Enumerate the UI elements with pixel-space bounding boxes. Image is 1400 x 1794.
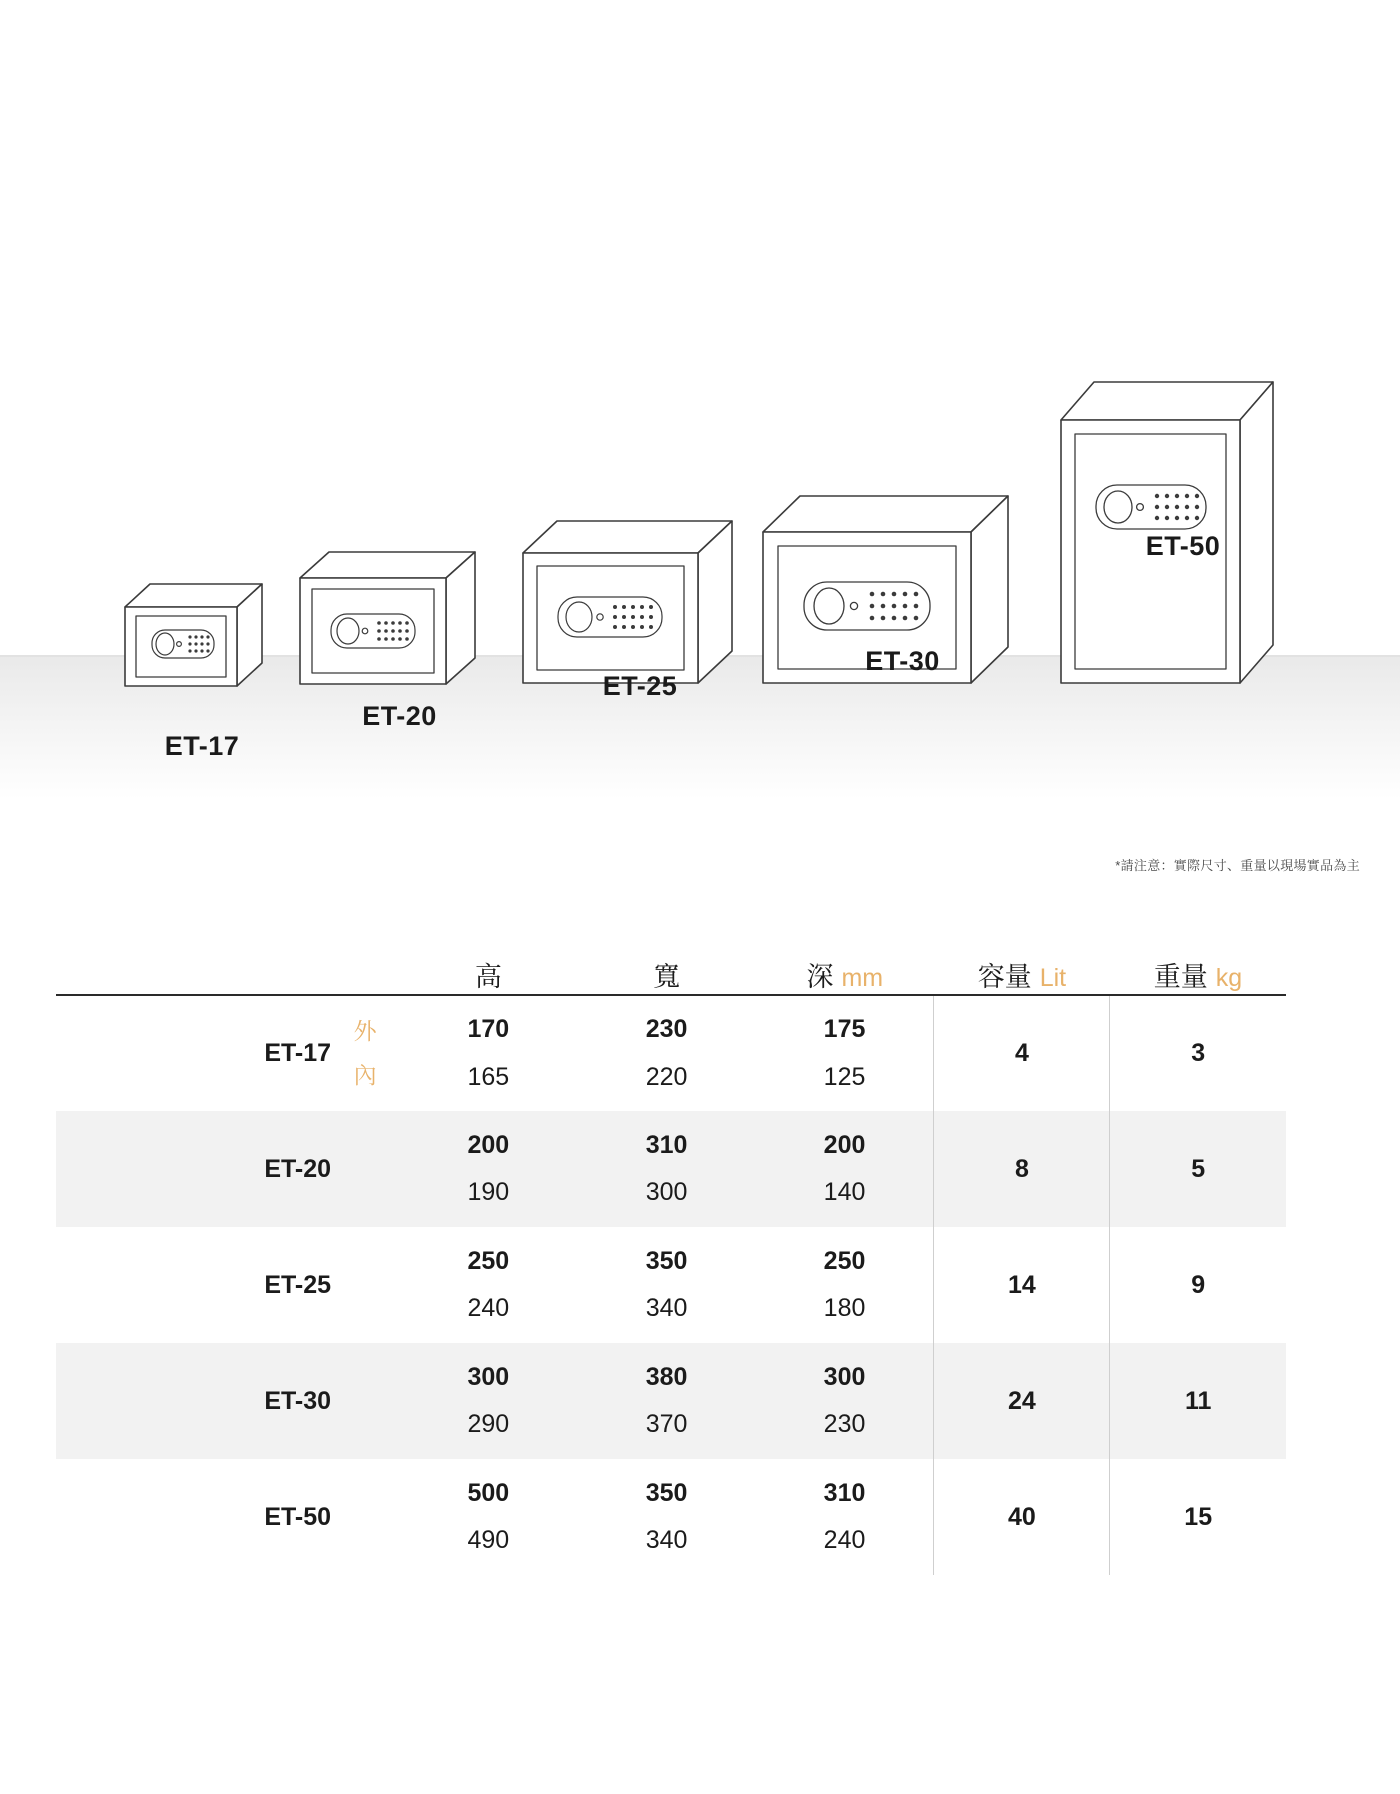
row-capacity-et-17: 4 xyxy=(934,995,1110,1111)
safe-figure-et-25 xyxy=(520,515,760,701)
inner-label: 內 xyxy=(353,1061,377,1088)
header-width xyxy=(577,955,755,994)
width-outer: 230 xyxy=(645,1015,688,1043)
height-inner: 290 xyxy=(467,1410,510,1438)
row-height-et-20 xyxy=(399,1111,577,1227)
table-row xyxy=(56,1111,1286,1227)
height-inner: 490 xyxy=(467,1526,510,1554)
depth-outer: 310 xyxy=(823,1478,866,1507)
header-weight xyxy=(1110,955,1286,994)
safe-label-et-20: ET-20 xyxy=(362,701,437,731)
height-outer: 300 xyxy=(467,1362,510,1391)
safe-label-et-30: ET-30 xyxy=(865,646,940,676)
safe-art-et-25 xyxy=(520,515,760,695)
row-weight-et-17: 3 xyxy=(1110,995,1286,1111)
row-model-et-30: ET-30 xyxy=(56,1343,331,1459)
row-width-et-25 xyxy=(577,1227,755,1343)
header-capacity-label: 容量 xyxy=(977,962,1032,992)
row-depth-et-25 xyxy=(756,1227,934,1343)
header-model-blank xyxy=(56,955,331,994)
header-depth-label: 深 xyxy=(806,962,834,992)
header-capacity xyxy=(934,955,1110,994)
row-model-et-25: ET-25 xyxy=(264,1270,332,1299)
header-weight-unit: kg xyxy=(1215,964,1243,992)
header-width-label: 寬 xyxy=(653,962,681,992)
height-inner: 165 xyxy=(467,1062,510,1091)
depth-inner: 125 xyxy=(823,1062,866,1091)
table-row xyxy=(56,1227,1286,1343)
depth-inner: 180 xyxy=(823,1294,866,1322)
table-row xyxy=(56,995,1286,1111)
row-depth-et-20 xyxy=(756,1111,934,1227)
row-weight-et-30: 11 xyxy=(1110,1343,1286,1459)
row-capacity-et-50: 40 xyxy=(934,1459,1110,1575)
height-outer: 250 xyxy=(467,1246,510,1275)
width-inner: 370 xyxy=(645,1410,688,1438)
safe-figure-et-17 xyxy=(122,575,282,761)
safe-label-et-25: ET-25 xyxy=(602,671,678,701)
header-weight-label: 重量 xyxy=(1153,962,1208,992)
row-io-labels-et-25 xyxy=(331,1227,399,1343)
row-width-et-50 xyxy=(577,1459,755,1575)
width-outer: 350 xyxy=(645,1478,688,1507)
row-height-et-50 xyxy=(399,1459,577,1575)
product-lineup-illustration xyxy=(0,0,1400,830)
safe-figure-et-50 xyxy=(1058,375,1308,695)
depth-inner: 140 xyxy=(823,1178,866,1206)
width-inner: 340 xyxy=(645,1294,688,1322)
row-model-et-17: ET-17 xyxy=(264,1039,332,1067)
row-height-et-30 xyxy=(399,1343,577,1459)
specification-table xyxy=(56,955,1346,1575)
width-inner: 220 xyxy=(645,1062,688,1091)
header-depth xyxy=(756,955,934,994)
row-model-et-50: ET-50 xyxy=(264,1502,332,1531)
row-capacity-et-25: 14 xyxy=(934,1227,1110,1343)
height-outer: 200 xyxy=(467,1130,510,1159)
row-io-labels-et-30 xyxy=(331,1343,399,1459)
row-capacity-et-30: 24 xyxy=(934,1343,1110,1459)
row-capacity-et-20: 8 xyxy=(934,1111,1110,1227)
height-inner: 190 xyxy=(467,1178,510,1206)
depth-inner: 240 xyxy=(823,1526,866,1554)
header-height-label: 高 xyxy=(474,962,502,992)
width-outer: 380 xyxy=(645,1362,688,1391)
row-width-et-30 xyxy=(577,1343,755,1459)
safe-art-et-17 xyxy=(122,575,282,695)
row-width-et-17 xyxy=(577,995,755,1111)
row-io-labels-et-17 xyxy=(331,995,399,1111)
depth-outer: 200 xyxy=(823,1130,866,1159)
safe-figure-et-30 xyxy=(760,490,1045,695)
row-io-labels-et-50 xyxy=(331,1459,399,1575)
row-height-et-25 xyxy=(399,1227,577,1343)
header-depth-unit: mm xyxy=(841,964,884,992)
height-outer: 500 xyxy=(467,1478,510,1507)
table-row xyxy=(56,1343,1286,1459)
row-weight-et-20: 5 xyxy=(1110,1111,1286,1227)
width-outer: 350 xyxy=(645,1246,688,1275)
row-width-et-20 xyxy=(577,1111,755,1227)
safe-figure-et-20 xyxy=(297,545,502,731)
depth-inner: 230 xyxy=(823,1410,866,1438)
width-inner: 300 xyxy=(645,1178,688,1206)
safe-label-et-50: ET-50 xyxy=(1145,531,1221,561)
row-depth-et-50 xyxy=(756,1459,934,1575)
depth-outer: 300 xyxy=(823,1362,866,1391)
table-header-row xyxy=(56,955,1286,994)
safe-label-et-17: ET-17 xyxy=(164,731,240,761)
row-weight-et-25: 9 xyxy=(1110,1227,1286,1343)
row-depth-et-17 xyxy=(756,995,934,1111)
header-io-blank xyxy=(331,955,399,994)
safe-art-et-20 xyxy=(297,545,502,695)
row-depth-et-30 xyxy=(756,1343,934,1459)
height-inner: 240 xyxy=(467,1294,510,1322)
safe-figures xyxy=(0,0,1400,830)
row-height-et-17 xyxy=(399,995,577,1111)
width-inner: 340 xyxy=(645,1526,688,1554)
header-height xyxy=(399,955,577,994)
width-outer: 310 xyxy=(645,1130,688,1159)
outer-label: 外 xyxy=(353,1017,377,1044)
row-io-labels-et-20 xyxy=(331,1111,399,1227)
height-outer: 170 xyxy=(467,1015,510,1043)
row-model-et-20: ET-20 xyxy=(56,1111,331,1227)
disclaimer-note: *請注意：實際尺寸、重量以現場實品為主 xyxy=(1115,858,1360,873)
table-row xyxy=(56,1459,1286,1575)
header-capacity-unit: Lit xyxy=(1039,964,1067,992)
depth-outer: 250 xyxy=(823,1246,866,1275)
depth-outer: 175 xyxy=(823,1015,866,1043)
row-weight-et-50: 15 xyxy=(1110,1459,1286,1575)
